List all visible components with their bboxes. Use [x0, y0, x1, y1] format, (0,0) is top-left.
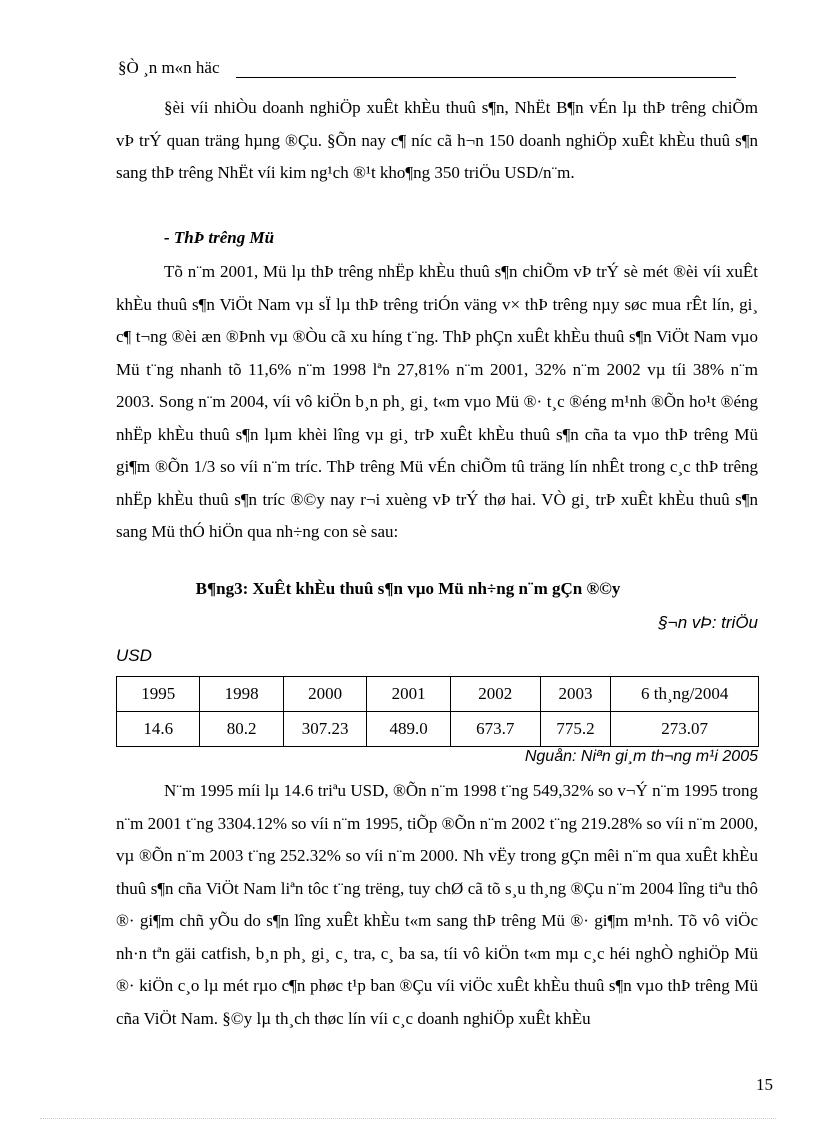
paragraph-us-market: Tõ n¨m 2001, Mü lµ thÞ trêng nhËp khÈu thuû s¶n chiÕm vÞ trÝ sè mét ®èi víi xuÊt khÈu thuû s¶n ViÖt Nam vµ sÏ lµ thÞ trêng triÓn väng v× thÞ trêng nµy søc mua rÊt lín, gi¸ c¶ t¬ng ®èi æn ®Þnh vµ ®Òu cã xu híng t¨ng. ThÞ phÇn xuÊt khÈu thuû s¶n ViÖt Nam vµo Mü t¨ng nhanh tõ 11,6% n¨m 1998 lªn 27,81% n¨m 2001, 32% n¨m 2002 vµ tíi 38% n¨m 2003. Song n¨m 2004, víi vô kiÖn b¸n ph¸ gi¸ t«m vµo Mü ®· t¸c ®éng m¹nh ®Õn ho¹t ®éng nhËp khÈu thuû s¶n lµm khèi lîng vµ gi¸ trÞ xuÊt khÈu thuû s¶n cña ta vµo thÞ trêng Mü gi¶m ®Õn 1/3 so víi n¨m tríc. ThÞ trêng Mü vÉn chiÕm tû träng lín nhÊt trong c¸c thÞ trêng nhËp khÈu thuû s¶n tríc ®©y nay r¬i xuèng vÞ trÝ thø hai. VÒ gi¸ trÞ xuÊt khÈu thuû s¶n sang Mü thÓ hiÖn qua nh÷ng con sè sau: [116, 262, 758, 541]
page-number: 15 [756, 1075, 773, 1094]
header-rule [236, 77, 736, 78]
paragraph-growth-analysis: N¨m 1995 míi lµ 14.6 triªu USD, ®Õn n¨m 1998 t¨ng 549,32% so v¬Ý n¨m 1995 trong n¨m 2001 t¨ng 3304.12% so víi n¨m 1995, tiÕp ®Õn n¨m 2002 t¨ng 219.28% so víi n¨m 2000, vµ ®Õn n¨m 2003 t¨ng 252.32% so víi n¨m 2000. Nh vËy trong gÇn mêi n¨m qua xuÊt khÈu thuû s¶n cña ViÖt Nam liªn tôc t¨ng trëng, tuy chØ cã tõ s¸u th¸ng ®Çu n¨m 2004 lîng tiªu thô ®· gi¶m chñ yÕu do s¶n lîng xuÊt khÈu t«m sang thÞ trêng Mü ®· gi¶m m¹nh. Tõ vô viÖc nh·n tªn gäi catfish, b¸n ph¸ gi¸ c¸ tra, c¸ ba sa, tíi vô kiÖn t«m mµ c¸c héi nghÒ nghiÖp Mü ®· kiÖn c¸o lµ mét rµo c¶n phøc t¹p ban ®Çu víi viÖc xuÊt khÈu thuû s¶n vµo thÞ trêng Mü cña ViÖt Nam. §©y lµ th¸ch thøc lín víi c¸c doanh nghiÖp xuÊt khÈu [116, 781, 758, 1028]
table-header-cell: 6 th¸ng/2004 [611, 677, 759, 712]
paragraph-japan-market: §èi víi nhiÒu doanh nghiÖp xuÊt khÈu thuû s¶n, NhËt B¶n vÉn lµ thÞ trêng chiÕm vÞ trÝ quan träng hµng ®Çu. §Õn nay c¶ níc cã h¬n 150 doanh nghiÖp xuÊt khÈu thuû s¶n sang thÞ trêng NhËt víi kim ng¹ch ®¹t kho¶ng 350 triÖu USD/n¨m. [116, 98, 758, 182]
table-title: B¶ng3: XuÊt khÈu thuû s¶n vµo Mü nh÷ng n¨m gÇn ®©y [195, 579, 621, 598]
table-header-row [117, 677, 759, 712]
page-header: §Ò ¸n m«n häc [118, 58, 220, 77]
table-header-cell: 1995 [117, 677, 200, 712]
table-header-cell: 2003 [540, 677, 611, 712]
table-cell: 14.6 [117, 712, 200, 747]
table-cell: 775.2 [540, 712, 611, 747]
table-cell: 307.23 [283, 712, 366, 747]
table-unit-continued: USD [116, 646, 152, 665]
table-row [117, 712, 759, 747]
section-heading-us-market: - ThÞ trêng Mü [164, 228, 275, 247]
table-cell: 273.07 [611, 712, 759, 747]
table-header-cell: 2000 [283, 677, 366, 712]
table-header-cell: 2002 [450, 677, 540, 712]
table-cell: 80.2 [200, 712, 283, 747]
table-source: Nguån: Niªn gi¸m th¬ng m¹i 2005 [524, 748, 758, 765]
table-unit: §¬n vÞ: triÖu [658, 613, 758, 632]
table-header-cell: 2001 [367, 677, 450, 712]
footer-line [40, 1118, 776, 1119]
table-cell: 673.7 [450, 712, 540, 747]
table-header-cell: 1998 [200, 677, 283, 712]
export-table [116, 676, 759, 747]
table-cell: 489.0 [367, 712, 450, 747]
